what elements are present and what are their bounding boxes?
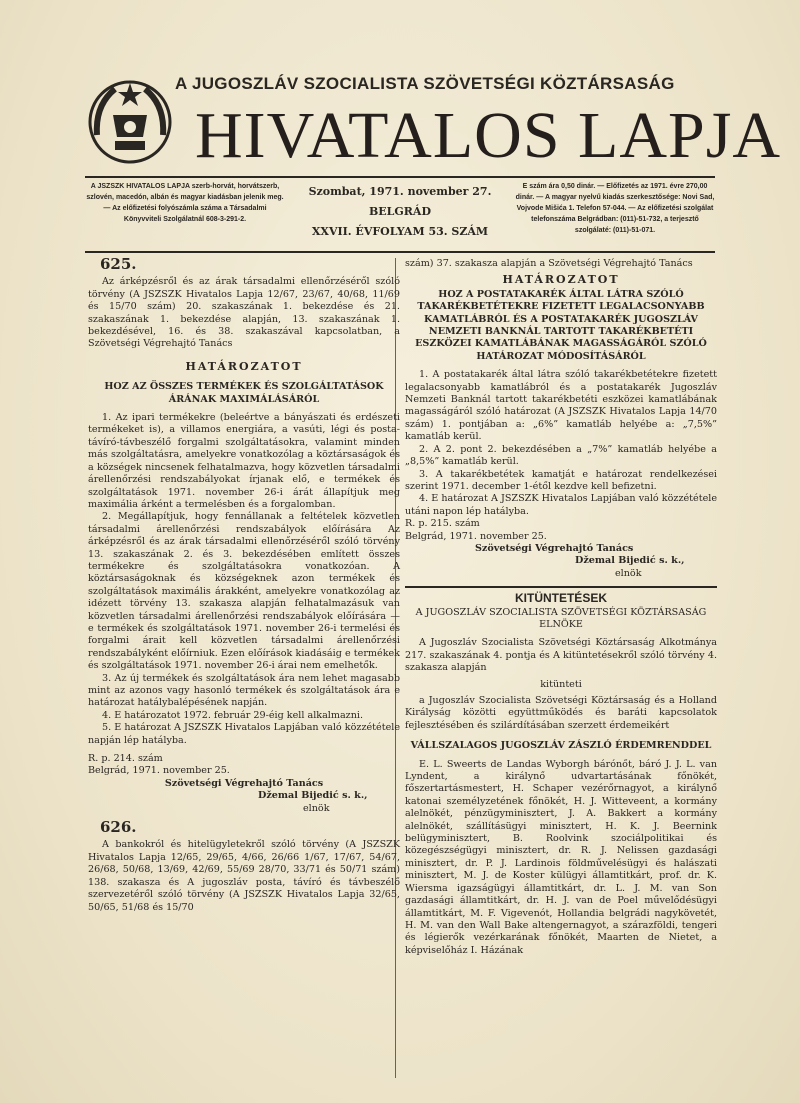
article-626-signer: Džemal Bijedić s. k., bbox=[575, 555, 685, 567]
article-625-point-2: 2. Megállapítjuk, hogy fennállanak a feltételek közvetlen társadalmi árellenőrzési rendszabályok előírására Az árképzésről és az árak társadalmi ellenőrzéséről szóló törvény 13. szakaszának 2. és 3. bekezdésében említett összes termékekre és szolgáltatásokra vonatkozóan. A köztársaságoknak és községeknek azon termékek és szolgáltatások maximális árakként, amelyekre vonatkozólag az idézett törvény 13. szakasza alapján felhatalmazásuk van közvetlen társadalmi árellenőrzési rendszabályok előírására — e termékek és szolgáltatások 1971. november 26-i termelési és forgalmi árait kell közvetlen társadalmi árellenőrzési rendszabályként előírniuk. Ezen előírások kiadásáig e termékek és szolgáltatások 1971. november 26-i árai nem emelhetők. bbox=[88, 511, 400, 672]
article-626-place-date: Belgrád, 1971. november 25. bbox=[405, 530, 547, 542]
header-issue-info bbox=[300, 184, 500, 240]
article-625-place-date: Belgrád, 1971. november 25. bbox=[88, 765, 230, 777]
article-625-signer-role: elnök bbox=[303, 802, 330, 814]
state-emblem-icon bbox=[85, 75, 175, 170]
article-625-subheading: HOZ AZ ÖSSZES TERMÉKEK ÉS SZOLGÁLTATÁSOK ÁRÁNAK MAXIMÁLÁSÁRÓL bbox=[104, 381, 384, 405]
header-rule-bottom bbox=[85, 251, 715, 253]
article-625-reference: R. p. 214. szám bbox=[88, 753, 163, 765]
article-626-heading: HATÁROZATOT bbox=[502, 273, 620, 287]
left-column bbox=[88, 255, 400, 914]
article-626-reference: R. p. 215. szám bbox=[405, 518, 480, 530]
section-rule bbox=[405, 586, 717, 588]
awards-subtitle: A JUGOSZLÁV SZOCIALISTA SZÖVETSÉGI KÖZTÁRSASÁG ELNÖKE bbox=[415, 606, 707, 630]
masthead-title: HIVATALOS LAPJA bbox=[195, 99, 782, 172]
header-rule-top bbox=[85, 176, 715, 178]
article-625-signer: Džemal Bijedić s. k., bbox=[258, 790, 368, 802]
article-number-626: 626. bbox=[100, 818, 137, 837]
header-price-info: E szám ára 0,50 dinár. — Előfizetés az 1971. évre 270,00 dinár. — A magyar nyelvű kiadás szerkesztősége: Novi Sad, Vojvode Mišića 1. Telefon 57-044. — Az előfizetési szolgálat telefonszáma Belgrádban: (011)-51-732, a terjesztő szolgálaté: (011)-51-071. bbox=[515, 183, 715, 234]
awards-verb: kitünteti bbox=[540, 678, 582, 690]
issue-date: Szombat, 1971. november 27. bbox=[308, 185, 492, 198]
article-625-heading: HATÁROZATOT bbox=[185, 359, 303, 373]
article-625-point-4: 4. E határozatot 1972. február 29-éig kell alkalmazni. bbox=[102, 709, 364, 721]
awards-intro: A Jugoszláv Szocialista Szövetségi Köztársaság Alkotmánya 217. szakaszának 4. pontja és A kitüntetésekről szóló törvény 4. szakasza alapján bbox=[405, 637, 717, 674]
article-626-continuation: szám) 37. szakasza alapján a Szövetségi Végrehajtó Tanács bbox=[405, 258, 693, 269]
header-publication-info: A JSZSZK HIVATALOS LAPJA szerb-horvát, horvátszerb, szlovén, macedón, albán és magyar kiadásban jelenik meg. — Az előfizetési folyószámla száma a Társadalmi Könyvviteli Szolgálatnál 608-3-291-2. bbox=[86, 183, 284, 223]
awards-recipients: E. L. Sweerts de Landas Wyborgh bárónőt, báró J. J. L. van Lyndent, a királynő udvartartásának főnökét, főszertartásmestert, H. Schaper vezérőrnagyot, a királynő katonai személyzetének főnökét, H. J. Witteveent, a kormány alelnökét, pénzügyminisztert, J. A. Bakkert a kormány alelnökét, szállításügyi minisztert, H. K. J. Beernink belügyminisztert, B. Roolvink szociálpolitikai és közegészségügyi minisztert, dr. R. J. Nelissen gazdasági minisztert, dr. P. J. Lardinois földművelésügyi és halászati minisztert, M. J. de Koster külügyi államtitkárt, prof. dr. K. Wiersma igazságügyi államtitkárt, dr. L. J. M. van Son gazdasági államtitkárt, dr. H. J. van de Poel művelődésügyi államtitkárt, M. F. Vigevenót, Hollandia belgrádi nagykövetét, H. M. van den Wall Bake altengernagyot, a szárazföldi, tengeri és légierők vezérkarának főnökét, Maarten de Nietet, a képviselőház I. Házának bbox=[405, 758, 717, 956]
article-625-intro: Az árképzésről és az árak társadalmi ellenőrzéséről szóló törvény (A JSZSZK Hivatalos Lapja 12/67, 23/67, 40/68, 11/69 és 15/70 szám) 20. szakaszának 1. bekezdése és 21. szakaszának 1. bekezdése alapján, 13. szakaszának 1. bekezdésével, 16. és 38. szakaszával kapcsolatban, a Szövetségi Végrehajtó Tanács bbox=[88, 276, 400, 350]
article-626-subheading: HOZ A POSTATAKARÉK ÁLTAL LÁTRA SZÓLÓ TAKARÉKBETÉTEKRE FIZETETT LEGALACSONYABB KAMATLÁBRÓL ÉS A POSTATAKARÉK JUGOSZLÁV NEMZETI BANKNÁL TARTOTT TAKARÉKBETÉTI ESZKÖZEI KAMATLÁBÁNAK MAGASSÁGÁRÓL SZÓLÓ HATÁROZAT MÓDOSÍTÁSÁRÓL bbox=[415, 288, 707, 362]
article-625-point-3: 3. Az új termékek és szolgáltatások ára nem lehet magasabb mint az azonos vagy hasonló termékek és szolgáltatások ára e határozat hatálybalépésének napján. bbox=[88, 672, 400, 709]
article-626-point-2: 2. A 2. pont 2. bekezdésében a „7%” kamatláb helyébe a „8,5%” kamatláb kerül. bbox=[405, 443, 717, 468]
article-626-intro: A bankokról és hitelügyletekről szóló törvény (A JSZSZK Hivatalos Lapja 12/65, 29/65, 4/66, 26/66 1/67, 17/67, 54/67, 26/68, 50/68, 13/69, 42/69, 55/69 28/70, 33/71 és 50/71 szám) 138. szakasza és A jugoszláv posta, távíró és távbeszélő szervezetéről szóló törvény (A JSZSZK Hivatalos Lapja 32/65, 50/65, 51/68 és 15/70 bbox=[88, 839, 400, 913]
article-626-council: Szövetségi Végrehajtó Tanács bbox=[475, 542, 634, 554]
awards-reason: a Jugoszláv Szocialista Szövetségi Köztársaság és a Holland Királyság közötti együttműködés és baráti kapcsolatok fejlesztésében és szilárdításában szerzett érdemeikért bbox=[405, 695, 717, 731]
article-626-point-1: 1. A postatakarék által látra szóló takarékbetétekre fizetett legalacsonyabb kamatlábról és a postatakarék Jugoszláv Nemzeti Banknál tartott takarékbetéti eszközei kamatlábának magasságáról szóló határozat (A JSZSZK Hivatalos Lapja 14/70 szám) 1. pontjában a: „6%” kamatláb helyébe a: „7,5%” kamatláb kerül. bbox=[405, 369, 717, 443]
issue-city: BELGRÁD bbox=[368, 205, 432, 218]
article-626-point-3: 3. A takarékbetétek kamatját e határozat rendelkezései szerint 1971. december 1-étől kezdve kell befizetni. bbox=[405, 468, 717, 492]
awards-order: VÁLLSZALAGOS JUGOSZLÁV ZÁSZLÓ ÉRDEMRENDDEL bbox=[410, 740, 712, 752]
right-column bbox=[405, 258, 717, 957]
masthead-supertitle: A JUGOSZLÁV SZOCIALISTA SZÖVETSÉGI KÖZTÁRSASÁG bbox=[175, 74, 675, 93]
awards-title: KITÜNTETÉSEK bbox=[514, 591, 607, 606]
article-626-signer-role: elnök bbox=[615, 567, 642, 579]
article-number-625: 625. bbox=[100, 255, 137, 273]
article-625-council: Szövetségi Végrehajtó Tanács bbox=[164, 777, 324, 789]
article-626-point-4: 4. E határozat A JSZSZK Hivatalos Lapjában való közzététele utáni napon lép hatályba. bbox=[405, 493, 717, 517]
article-625-point-1: 1. Az ipari termékekre (beleértve a bányászati és erdészeti termékeket is), a villamos energiára, a vasúti, légi és posta-távíró-távbeszélő forgalmi szolgáltatásokra, valamint minden más szolgáltatásra, amelyekre vonatkozólag a köztársaságok és a községek nincsenek felhatalmazva, hogy közvetlen társadalmi árellenőrzési rendszabályokat írjanak elő, e termékek és szolgáltatások 1971. november 26-i árát állapítjuk meg maximália árként a termelésben és a forgalomban. bbox=[88, 412, 400, 510]
article-625-point-5: 5. E határozat A JSZSZK Hivatalos Lapjában való közzététele napján lép hatályba. bbox=[88, 722, 400, 746]
issue-volume: XXVII. ÉVFOLYAM 53. SZÁM bbox=[311, 225, 489, 238]
